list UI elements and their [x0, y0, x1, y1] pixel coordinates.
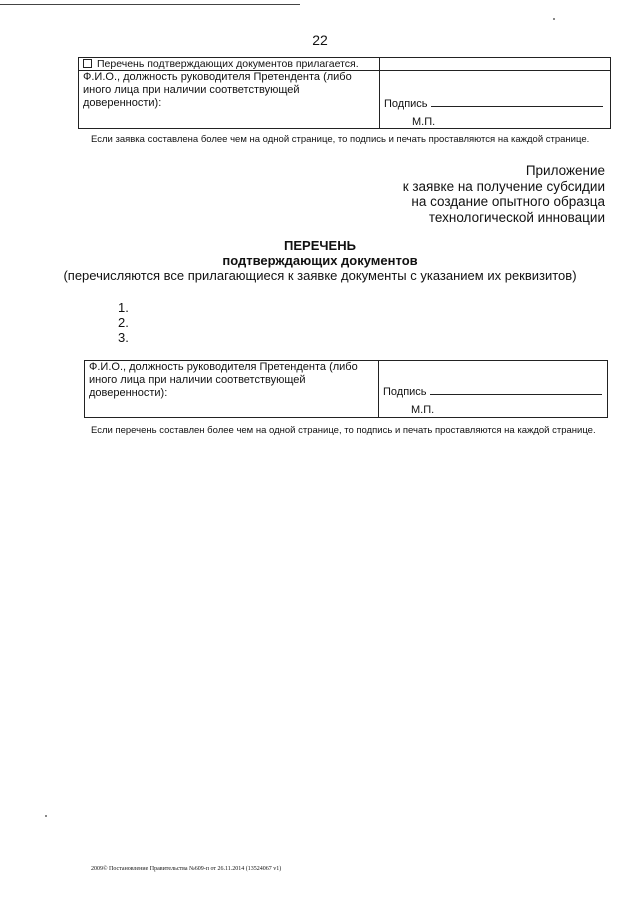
- stamp-label: М.П.: [412, 116, 436, 128]
- signature-line: [431, 106, 603, 107]
- signature-label: Подпись: [384, 98, 428, 110]
- top-note: Если заявка составлена более чем на одной странице, то подпись и печать проставляются на каждой странице.: [91, 134, 590, 145]
- bottom-note: Если перечень составлен более чем на одной странице, то подпись и печать проставляются на каждой странице.: [91, 425, 596, 436]
- top-rule: [0, 4, 300, 5]
- checkbox-row: [79, 58, 380, 71]
- empty-cell: [380, 58, 611, 71]
- list-subtitle: подтверждающих документов: [222, 253, 418, 268]
- appendix-line-4: технологической инновации: [428, 209, 605, 225]
- scan-speck: [553, 18, 555, 20]
- signature-cell: [379, 361, 608, 418]
- page-number: 22: [312, 32, 328, 48]
- scan-speck: [45, 815, 47, 817]
- checkbox-label: Перечень подтверждающих документов прилагается.: [97, 58, 359, 70]
- signature-cell: [380, 71, 611, 129]
- signer-label: Ф.И.О., должность руководителя Претендента (либо иного лица при наличии соответствующей доверенности):: [85, 361, 379, 418]
- list-item: 1.: [118, 300, 129, 315]
- checkbox[interactable]: [83, 59, 92, 68]
- signature-label: Подпись: [383, 386, 427, 398]
- appendix-line-3: на создание опытного образца: [411, 194, 605, 209]
- top-signature-table: [78, 57, 611, 129]
- stamp-label: М.П.: [411, 404, 435, 416]
- list-description: (перечисляются все прилагающиеся к заявке документы с указанием их реквизитов): [63, 268, 577, 283]
- appendix-line-1: Приложение: [525, 163, 605, 178]
- signature-line: [430, 394, 602, 395]
- appendix-line-2: к заявке на получение субсидии: [402, 178, 605, 194]
- list-item: 3.: [118, 330, 129, 345]
- list-title: ПЕРЕЧЕНЬ: [284, 238, 356, 253]
- bottom-signature-table: [84, 360, 608, 418]
- footer-reference: 2009© Постановление Правительства №609-п от 26.11.2014 (13524067 v1): [91, 866, 282, 872]
- signer-label: Ф.И.О., должность руководителя Претендента (либо иного лица при наличии соответствующей доверенности):: [79, 71, 380, 129]
- signature-field[interactable]: [383, 386, 602, 398]
- appendix-heading: [403, 163, 605, 225]
- list-item: 2.: [118, 315, 129, 330]
- signature-field[interactable]: [384, 98, 603, 110]
